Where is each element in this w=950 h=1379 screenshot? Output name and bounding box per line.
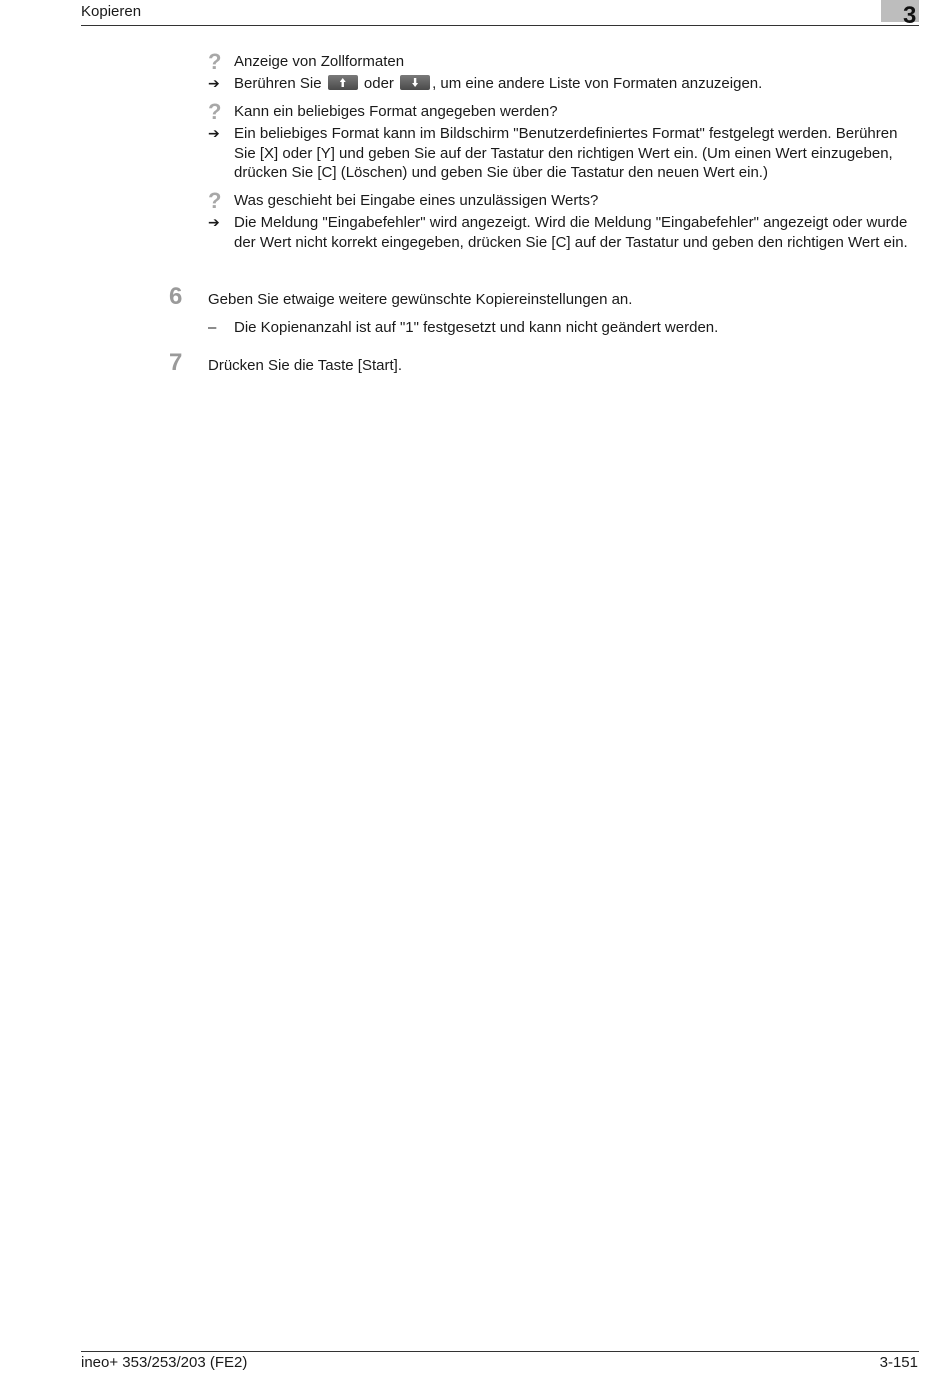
step-text: Drücken Sie die Taste [Start]. (208, 357, 402, 374)
footer-page-number: 3-151 (879, 1354, 918, 1371)
step-sub-text: Die Kopienanzahl ist auf "1" festgesetzt und kann nicht geändert werden. (234, 319, 719, 336)
step-sub-item (208, 318, 920, 338)
note-question (208, 99, 920, 124)
note-answer (208, 74, 920, 94)
header-divider (81, 25, 919, 26)
running-header-title: Kopieren (81, 3, 142, 20)
up-arrow-key-icon (328, 75, 358, 90)
note-answer-text: Ein beliebiges Format kann im Bildschirm "Benutzerdefiniertes Format" festgelegt werden. Berühren Sie [X] oder [Y] und geben Sie auf der Tastatur den richtigen Wert ein. (Um einen Wert einzugeben, drücken Sie [C] (Löschen) und geben Sie über die Tastatur den neuen Wert ein.) (234, 125, 898, 181)
note-question (208, 49, 920, 74)
arrow-right-icon: ➔ (208, 125, 220, 141)
note-answer-text: Berühren Sie oder , um eine andere Liste von Formaten anzuzeigen. (234, 75, 763, 92)
arrow-right-icon: ➔ (208, 214, 220, 230)
footer-divider (81, 1351, 919, 1352)
arrow-right-icon: ➔ (208, 75, 220, 91)
footer-product-name: ineo+ 353/253/203 (FE2) (81, 1354, 248, 1371)
step-number: 6 (169, 283, 183, 310)
note-answer (208, 124, 920, 183)
note-answer-text: Die Meldung "Eingabefehler" wird angezeigt. Wird die Meldung "Eingabefehler" angezeigt oder wurde der Wert nicht korrekt eingegeben, drücken Sie [C] auf der Tastatur und geben den richtigen Wert ein. (234, 214, 908, 251)
step-number: 7 (169, 349, 183, 376)
note-question-text: Was geschieht bei Eingabe eines unzulässigen Werts? (234, 192, 599, 209)
note-answer (208, 213, 920, 252)
note-question (208, 188, 920, 213)
step-text: Geben Sie etwaige weitere gewünschte Kopiereinstellungen an. (208, 291, 633, 308)
note-question-text: Anzeige von Zollformaten (234, 53, 405, 70)
down-arrow-key-icon (400, 75, 430, 90)
chapter-number: 3 (903, 2, 917, 29)
question-mark-icon: ? (208, 99, 222, 124)
note-question-text: Kann ein beliebiges Format angegeben werden? (234, 103, 558, 120)
question-mark-icon: ? (208, 188, 222, 213)
question-mark-icon: ? (208, 49, 222, 74)
dash-bullet: – (208, 319, 217, 336)
